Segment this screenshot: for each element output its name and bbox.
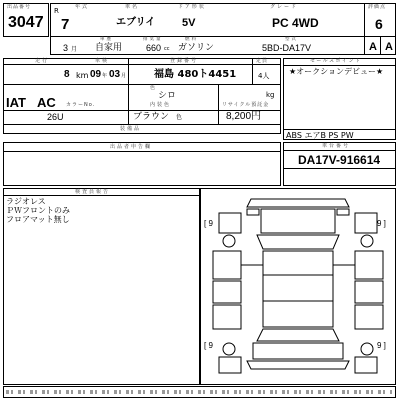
recycle-label: リサイクル預託金 (222, 102, 270, 108)
rear-left-wheel (223, 343, 235, 355)
lot-number: 3047 (8, 14, 44, 31)
right-front-door (355, 251, 383, 279)
rear-right-mark: 9 ] (377, 341, 386, 350)
right-slide-door (355, 281, 383, 303)
score-divider (364, 3, 365, 55)
inspector-label: 検査員報告 (75, 189, 111, 195)
fuel-label: 燃料 (185, 37, 198, 42)
front-left-fender (219, 213, 241, 233)
interior-color-unit: 色 (176, 114, 183, 121)
front-left-lamp (247, 209, 259, 215)
details-line-1 (3, 84, 281, 85)
inspector-note: ラジオレス (6, 197, 46, 206)
displacement-value: 660 (146, 43, 162, 53)
capacity-label: 定員 (256, 58, 269, 64)
details-line-3 (3, 124, 281, 125)
rear-glass (257, 329, 339, 341)
front-left-mark: [ 9 (204, 219, 213, 228)
details-header-line (3, 64, 281, 65)
capacity-value: 4人 (258, 72, 270, 80)
rear-left-fender (219, 357, 241, 373)
color-label: 色 (150, 85, 158, 91)
rear-right-wheel (361, 343, 373, 355)
equipment-list: ABS エアB PS PW (286, 131, 354, 140)
inspection-month: 03 (109, 69, 121, 80)
aircon: AC (37, 95, 56, 110)
grade: PC 4WD (272, 16, 319, 30)
transmission: IAT (6, 95, 26, 110)
interior-color-label: 内装色 (150, 102, 172, 108)
license-plate: 福島 480ト4451 (154, 69, 237, 80)
inspection-month-unit: 月 (121, 73, 127, 79)
displacement-unit: cc (164, 46, 170, 52)
era: R (54, 7, 59, 15)
chassis-label: 車台番号 (322, 143, 351, 149)
grade-label: グレード (270, 4, 299, 10)
grade-divider (380, 36, 381, 55)
score-label: 評価点 (368, 4, 387, 10)
left-front-door (213, 251, 241, 279)
front-right-fender (355, 213, 377, 233)
legend-strip (6, 390, 392, 394)
history-value: 自家用 (95, 43, 123, 53)
front-right-lamp (337, 209, 349, 215)
lot-label: 出品番号 (7, 4, 32, 10)
left-slide-door (213, 281, 241, 303)
right-rear-quarter (355, 305, 383, 329)
windshield (257, 235, 339, 249)
mileage-unit: km (76, 71, 89, 80)
rear-door (253, 343, 343, 359)
car-name: エブリイ (116, 17, 156, 28)
seller-note-header-line (3, 151, 281, 152)
sales-point-equipment-line (283, 129, 396, 130)
doors-label: ドア形状 (178, 4, 206, 10)
interior-color-value: ブラウン (133, 112, 170, 122)
mileage-value: 8 (64, 69, 70, 80)
inspection-year-unit: 年 (102, 73, 108, 79)
rear-right-fender (355, 357, 377, 373)
inspector-header-line (3, 195, 200, 196)
inspector-note: フロアマット無し (6, 215, 70, 224)
inspection-label: 車検 (95, 58, 110, 64)
chassis-number: DA17V-916614 (298, 153, 381, 167)
color-no-label: カラーNo. (66, 102, 96, 108)
front-left-wheel (223, 235, 235, 247)
exterior-grade: A (385, 41, 393, 53)
sales-point-label: セールスポイント (310, 58, 362, 64)
month-unit: 月 (71, 46, 78, 53)
equipment-section-label: 装備品 (120, 126, 142, 132)
door-type: 5V (182, 17, 196, 29)
displacement-label: 排気量 (143, 37, 163, 42)
hood (261, 209, 335, 233)
details-col-2 (218, 84, 219, 124)
score: 6 (375, 16, 383, 32)
inspector-note: ＰＷフロントのみ (6, 206, 70, 215)
roof (263, 251, 333, 327)
sales-point-header-line (283, 65, 396, 66)
seller-note-label: 出品者申告欄 (110, 144, 153, 150)
recycle-fee: 8,200円 (226, 111, 262, 122)
color-no-value: 26U (47, 112, 64, 122)
interior-grade: A (369, 41, 377, 53)
model-year: 7 (61, 16, 70, 33)
rear-bumper (247, 361, 349, 369)
left-rear-quarter (213, 305, 241, 329)
plate-label: 登録番号 (170, 58, 199, 64)
rear-left-mark: [ 9 (204, 341, 213, 350)
year-label: 年式 (75, 4, 90, 10)
color-value: シロ (158, 91, 177, 101)
chassis-header-line (283, 150, 396, 151)
load-unit: kg (266, 91, 275, 99)
sales-point-text: ★オークションデビュー★ (289, 67, 384, 76)
front-right-mark: 9 ] (377, 219, 386, 228)
name-label: 車名 (125, 4, 140, 10)
details-col-3 (252, 58, 253, 84)
fuel-value: ガソリン (178, 43, 215, 53)
details-col-1 (128, 58, 129, 124)
front-bumper (247, 199, 349, 207)
model-code-label: 型式 (285, 37, 298, 42)
front-right-wheel (361, 235, 373, 247)
month-value: 3 (63, 43, 69, 53)
car-diagram (201, 189, 395, 384)
mileage-label: 走行 (35, 58, 50, 64)
inspection-year: 09 (90, 69, 102, 80)
history-label: 車歴 (100, 37, 113, 42)
model-code-value: 5BD-DA17V (262, 43, 312, 53)
chassis-number-line (283, 168, 396, 169)
